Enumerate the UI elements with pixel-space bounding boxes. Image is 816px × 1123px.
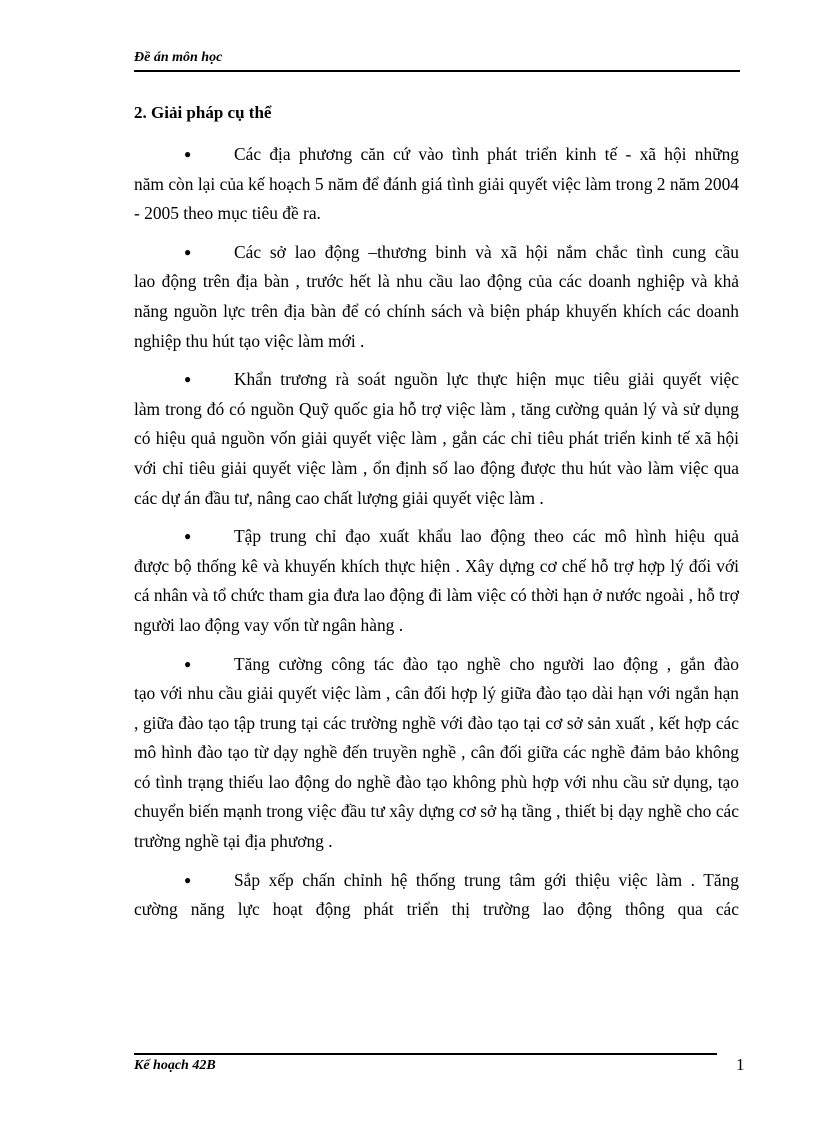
- bullet-first-line: Các sở lao động –thương binh và xã hội nắm chắc tình cung cầu: [234, 241, 739, 262]
- bullet-icon: ●: [184, 147, 192, 161]
- bullet-first-line: Tập trung chỉ đạo xuất khẩu lao động theo các mô hình hiệu quả: [234, 526, 739, 547]
- bullet-icon: ●: [184, 372, 192, 387]
- bullet-paragraph: [134, 238, 739, 356]
- bullet-text: cường năng lực hoạt động phát triển thị trường lao động thông qua các: [134, 899, 739, 920]
- bullet-text: làm trong đó có nguồn Quỹ quốc gia hỗ trợ việc làm , tăng cường quản lý và sử dụng có hiệu quả nguồn vốn giải quyết việc làm , gắn các chỉ tiêu phát triển kinh tế xã hội với chỉ tiêu giải quyết việc làm , ổn định số lao động được thu hút vào làm việc qua các dự án đầu tư, nâng cao chất lượng giải quyết việc làm .: [134, 398, 739, 508]
- footer-text: Kế hoạch 42B: [134, 1058, 216, 1073]
- bullet-text: được bộ thống kê và khuyến khích thực hiện . Xây dựng cơ chế hỗ trợ hợp lý đối với cá nhân và tổ chức tham gia đưa lao động đi làm việc có thời hạn ở nước ngoài , hỗ trợ người lao động vay vốn từ ngân hàng .: [134, 555, 739, 635]
- bullet-first-line: Khẩn trương rà soát nguồn lực thực hiện mục tiêu giải quyết việc: [234, 369, 739, 390]
- bullet-first-line: Sắp xếp chấn chỉnh hệ thống trung tâm gới thiệu việc làm . Tăng: [234, 869, 739, 890]
- bullet-paragraph: [134, 650, 739, 857]
- header-title: Đề án môn học: [134, 50, 223, 65]
- bullet-icon: ●: [184, 656, 192, 671]
- bullet-paragraph: [134, 365, 739, 513]
- section-title: 2. Giải pháp cụ thể: [134, 103, 272, 122]
- footer-rule: [134, 1053, 717, 1055]
- bullet-text: lao động trên địa bàn , trước hết là nhu cầu lao động của các doanh nghiệp và khả năng nguồn lực trên địa bàn để có chính sách và biện pháp khuyến khích các doanh nghiệp thu hút tạo việc làm mới .: [134, 271, 739, 351]
- bullet-icon: ●: [184, 872, 192, 887]
- bullet-first-line: Các địa phương căn cứ vào tình phát triển kinh tế - xã hội những: [234, 144, 739, 164]
- bullet-paragraph: [134, 140, 739, 229]
- page-number: 1: [736, 1055, 745, 1074]
- page-header: [134, 48, 740, 72]
- bullet-first-line: Tăng cường công tác đào tạo nghề cho người lao động , gắn đào: [234, 653, 739, 674]
- bullet-paragraph: [134, 522, 739, 640]
- bullet-icon: ●: [184, 529, 192, 544]
- document-body: [134, 140, 739, 934]
- bullet-paragraph: [134, 866, 739, 925]
- bullet-text: năm còn lại của kế hoạch 5 năm để đánh giá tình giải quyết việc làm trong 2 năm 2004 - 2005 theo mục tiêu đề ra.: [134, 173, 739, 224]
- bullet-icon: ●: [184, 244, 192, 259]
- bullet-text: tạo với nhu cầu giải quyết việc làm , cân đối hợp lý giữa đào tạo dài hạn với ngắn hạn , giữa đào tạo tập trung tại các trường nghề với đào tạo tại cơ sở sản xuất , kết hợp các mô hình đào tạo từ dạy nghề đến truyền nghề , cân đối giữa các nghề đảm bảo không có tình trạng thiếu lao động do nghề đào tạo không phù hợp với nhu cầu sử dụng, tạo chuyển biến mạnh trong việc đầu tư xây dựng cơ sở hạ tầng , thiết bị dạy nghề cho các trường nghề tại địa phương .: [134, 683, 739, 852]
